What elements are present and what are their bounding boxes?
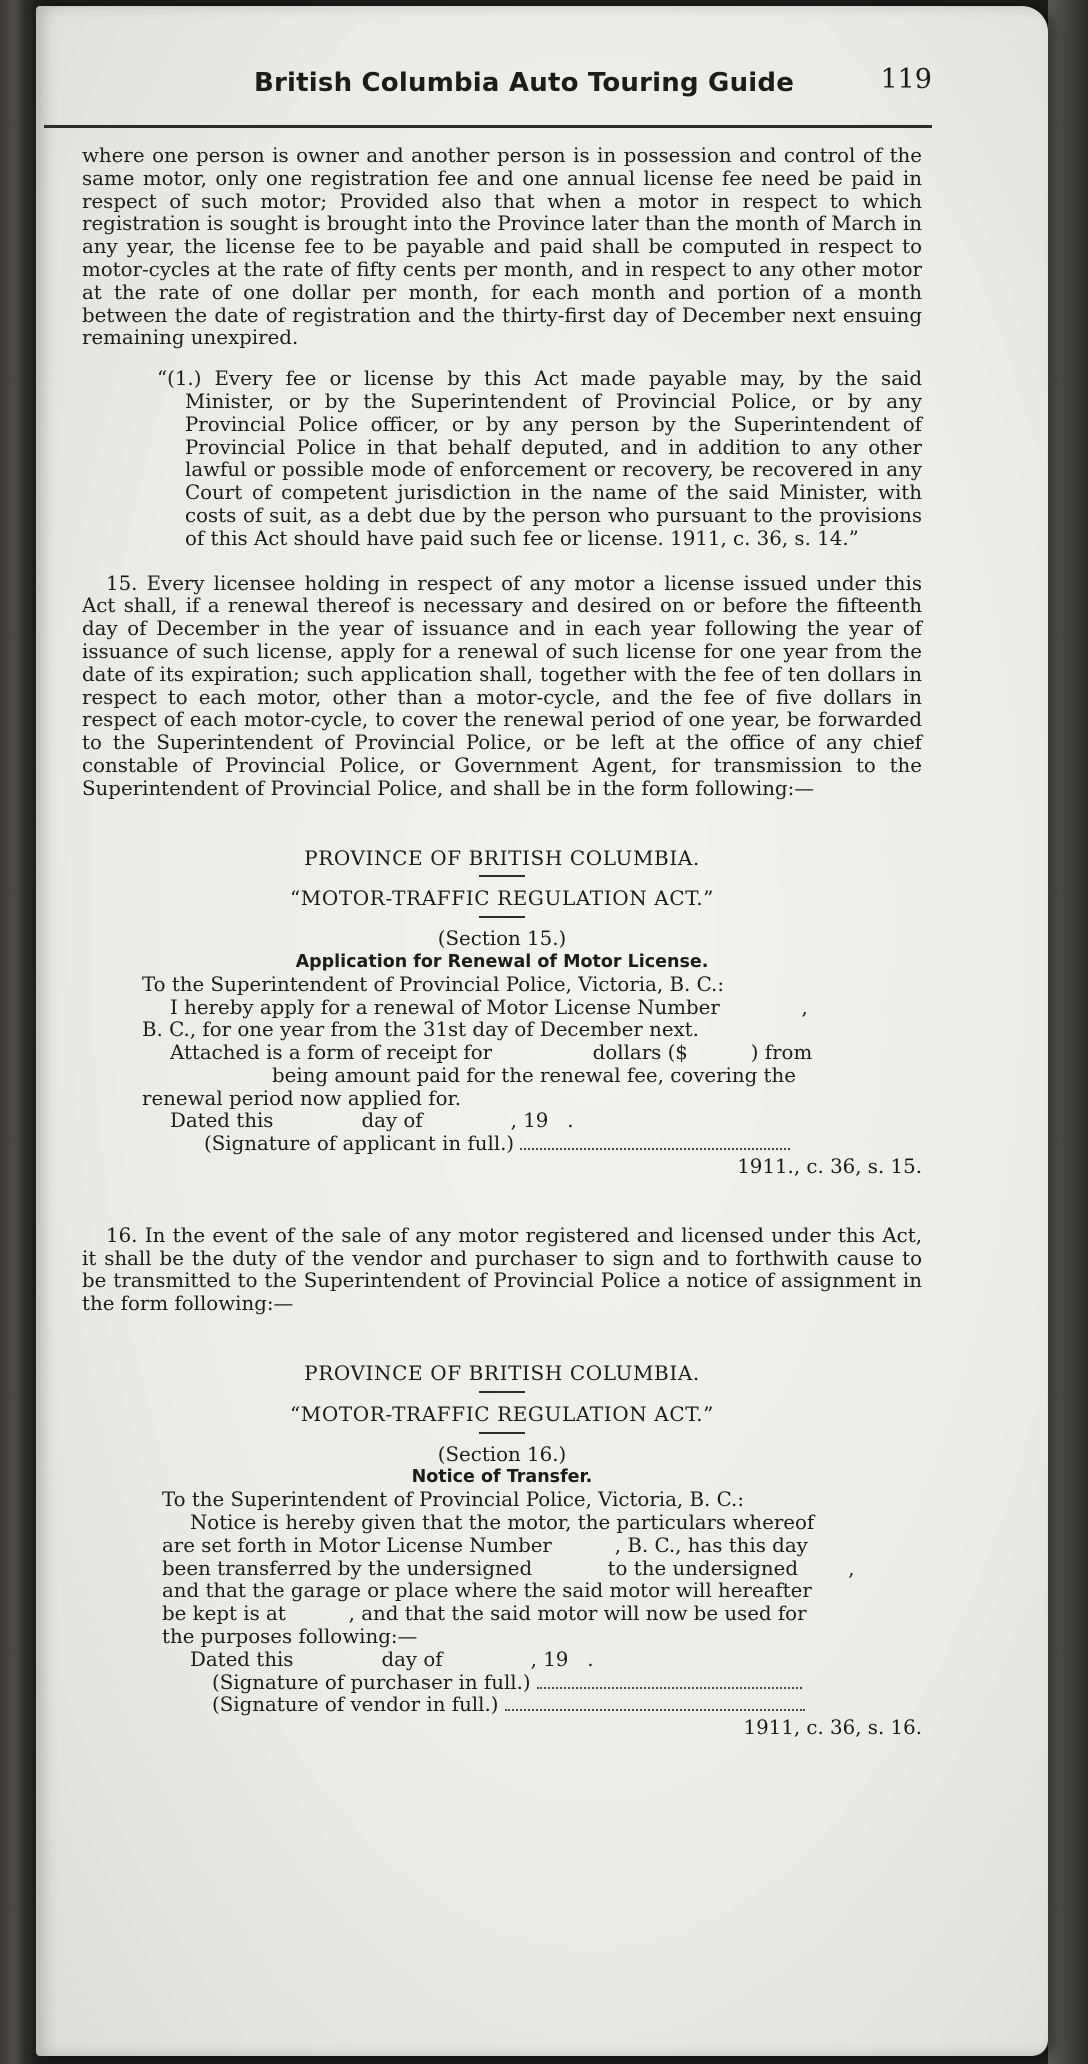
- paragraph-quoted-subsection: “(1.) Every fee or license by this Act made payable may, by the said Minister, or by the Superintendent of Provincial Police, or by any Provincial Police officer, or by any person by the Superintendent of Provincial Police in that behalf deputed, and in addition to any other lawful or possible mode of enforcement or recovery, be recovered in any Court of competent jurisdiction in the name of the said Minister, with costs of suit, as a debt due by the person who pursuant to the provisions of this Act should have paid such fee or license. 1911, c. 36, s. 14.”: [157, 367, 922, 550]
- form-title: Application for Renewal of Motor License.: [295, 951, 709, 972]
- form-signature-line: [142, 1133, 922, 1156]
- form-line: Dated this day of , 19 .: [190, 1647, 594, 1671]
- form-citation: 1911., c. 36, s. 15.: [737, 1155, 922, 1179]
- form-section-ref: (Section 16.): [437, 1442, 567, 1466]
- paragraph-section-15: 15. Every licensee holding in respect of any motor a license issued under this Act shall, if a renewal thereof is necessary and desired on or before the fifteenth day of December in the year of issuance and in each year following the year of issuance of such license, apply for a renewal of such license for one year from the date of its expiration; such application shall, together with the fee of ten dollars in respect to each motor, other than a motor-cycle, and the fee of five dollars in respect of each motor-cycle, to cover the renewal period of one year, be forwarded to the Superintendent of Provincial Police, or be left at the office of any chief constable of Provincial Police, or Government Agent, for transmission to the Superintendent of Provincial Police, and shall be in the form following:—: [82, 571, 922, 800]
- form-line: Notice is hereby given that the motor, the particulars whereof: [190, 1511, 815, 1535]
- signature-dotted-line: [505, 1695, 805, 1711]
- form-rule: [479, 875, 525, 877]
- paragraph-section-16: 16. In the event of the sale of any motor registered and licensed under this Act, it shall be the duty of the vendor and purchaser to sign and to forthwith cause to be transmitted to the Superintendent of Provincial Police a notice of assignment in the form following:—: [82, 1223, 922, 1316]
- form-line: B. C., for one year from the 31st day of December next.: [142, 1018, 699, 1042]
- page-header: [44, 58, 932, 108]
- form-transfer-text: [82, 1489, 922, 1740]
- form-rule: [479, 1391, 525, 1393]
- form-citation: 1911, c. 36, s. 16.: [743, 1716, 922, 1740]
- form-transfer: [82, 1362, 922, 1740]
- form-province-heading: PROVINCE OF BRITISH COLUMBIA.: [304, 1361, 700, 1386]
- purchaser-signature-label: (Signature of purchaser in full.): [212, 1670, 537, 1694]
- form-line: To the Superintendent of Provincial Police, Victoria, B. C.:: [142, 972, 724, 996]
- form-signature-line: [162, 1672, 922, 1695]
- form-act-heading: “MOTOR-TRAFFIC REGULATION ACT.”: [289, 1401, 715, 1426]
- form-act-heading: “MOTOR-TRAFFIC REGULATION ACT.”: [289, 886, 715, 911]
- form-rule: [479, 1432, 525, 1434]
- form-line: Attached is a form of receipt for dollars ($ ) from: [170, 1041, 813, 1065]
- page-number: 119: [880, 64, 932, 95]
- form-title: Notice of Transfer.: [411, 1467, 593, 1488]
- page-body: [82, 145, 922, 1740]
- form-signature-line: [162, 1694, 922, 1717]
- form-section-ref: (Section 15.): [437, 927, 567, 951]
- form-line: being amount paid for the renewal fee, covering the: [272, 1063, 796, 1087]
- form-line: been transferred by the undersigned to the undersigned ,: [162, 1556, 855, 1580]
- book-edge: [1048, 0, 1088, 2064]
- form-line: and that the garage or place where the said motor will hereafter: [162, 1579, 812, 1603]
- form-line: are set forth in Motor License Number , B. C., has this day: [162, 1533, 808, 1557]
- form-line: be kept is at , and that the said motor will now be used for: [162, 1602, 807, 1626]
- form-line: renewal period now applied for.: [142, 1086, 462, 1110]
- form-province-heading: PROVINCE OF BRITISH COLUMBIA.: [304, 845, 700, 870]
- form-line: Dated this day of , 19 .: [170, 1109, 574, 1133]
- signature-label: (Signature of applicant in full.): [204, 1132, 521, 1156]
- form-line: To the Superintendent of Provincial Police, Victoria, B. C.:: [162, 1488, 744, 1512]
- header-rule: [44, 125, 932, 128]
- form-line: I hereby apply for a renewal of Motor License Number ,: [170, 995, 808, 1019]
- form-renewal-text: [82, 974, 922, 1179]
- signature-dotted-line: [537, 1673, 802, 1689]
- form-renewal: [82, 847, 922, 1179]
- paragraph-continuation: where one person is owner and another person is in possession and control of the same motor, only one registration fee and one annual license fee need be paid in respect of such motor; Provided also that when a motor in respect to which registration is sought is brought into the Province later than the month of March in any year, the license fee to be payable and paid shall be computed in respect to motor-cycles at the rate of fifty cents per month, and in respect to any other motor at the rate of one dollar per month, for each month and portion of a month between the date of registration and the thirty-first day of December next ensuing remaining unexpired.: [82, 144, 922, 350]
- running-title: British Columbia Auto Touring Guide: [254, 68, 795, 98]
- form-rule: [479, 916, 525, 918]
- form-line: the purposes following:—: [162, 1625, 418, 1649]
- signature-dotted-line: [520, 1134, 790, 1150]
- vendor-signature-label: (Signature of vendor in full.): [212, 1693, 505, 1717]
